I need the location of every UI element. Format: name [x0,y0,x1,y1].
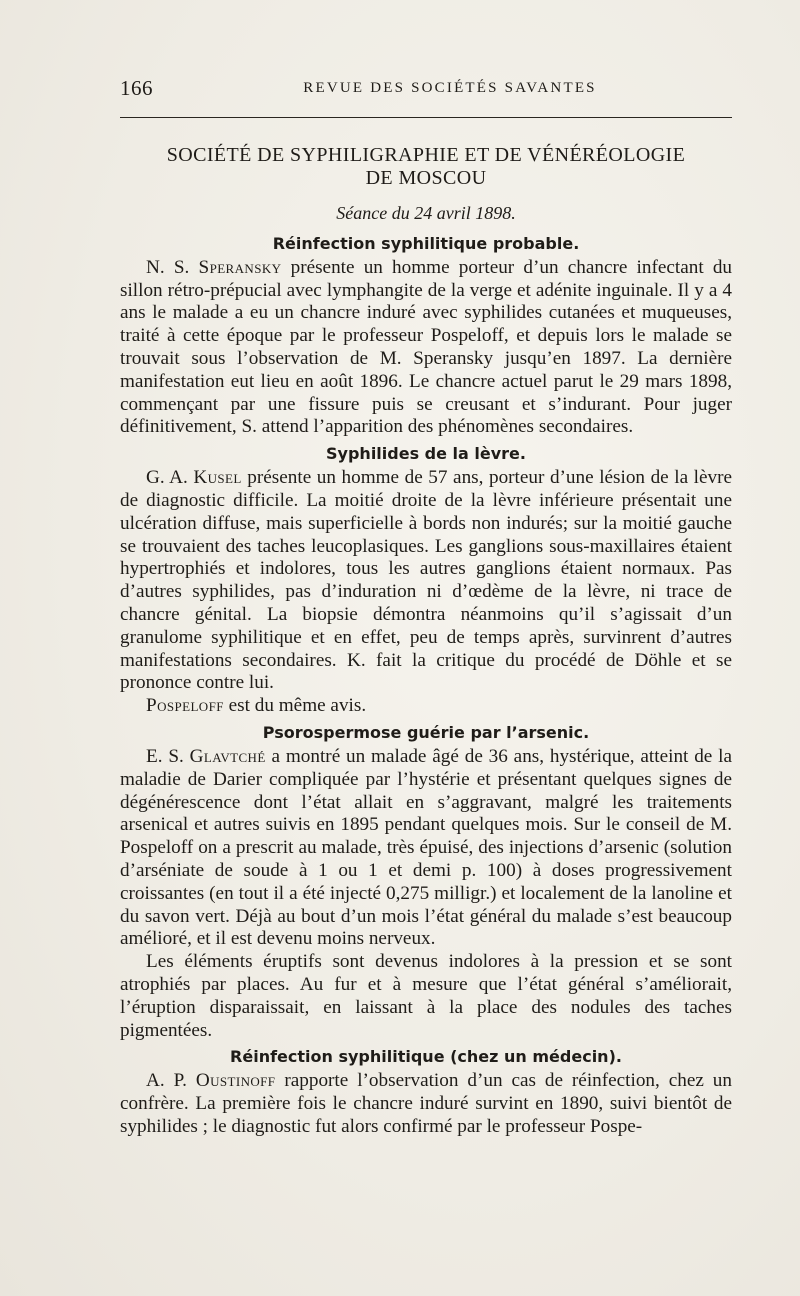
session-date: Séance du 24 avril 1898. [336,203,516,223]
paragraph-text: présente un homme porteur d’un chancre infectant du sillon rétro-prépucial avec lymphangite de la verge et adénite inguinale. Il y a 4 ans le malade a eu un chancre induré avec syphilides cutanées et muqueuses, traité à cette époque par le professeur Pospeloff, et depuis lors le malade se trouvait sous l’observation de M. Speransky jusqu’en 1897. La dernière manifestation eut lieu en août 1896. Le chancre actuel parut le 29 mars 1898, commençant par une fissure puis se creusant et s’indurant. Pour juger définitivement, S. attend l’apparition des phénomènes secondaires. [120,256,733,438]
author-initials: G. A. [146,467,188,489]
paragraph [120,257,732,439]
running-title: REVUE DES SOCIÉTÉS SAVANTES [303,80,597,96]
society-title [120,144,732,190]
paragraph [120,467,732,695]
author-name: Kusel [193,467,242,489]
section-heading: Syphilides de la lèvre. [326,444,526,464]
paragraph [120,951,732,1042]
section-heading: Réinfection syphilitique (chez un médecin). [230,1047,622,1067]
page-header [120,74,732,104]
paragraph [120,746,732,951]
author-name: Pospeloff [146,695,224,717]
author-initials: A. P. [146,1070,187,1092]
author-name: Glavtché [189,745,266,767]
paragraph [120,695,732,718]
paragraph [120,1070,732,1138]
header-rule [120,117,732,118]
paragraph-text: Les éléments éruptifs sont devenus indolores à la pression et se sont atrophiés par places. Au fur et à mesure que l’état général s’améliorait, l’éruption disparaissait, en laissant à la place des nodules des taches pigmentées. [120,951,732,1041]
author-initials: N. S. [146,256,190,278]
paragraph-text: présente un homme de 57 ans, porteur d’une lésion de la lèvre de diagnostic difficile. La moitié droite de la lèvre inférieure présentait une ulcération diffuse, mais superficielle à bords non indurés; sur la moitié gauche se trouvaient des taches leucoplasiques. Les ganglions sous-maxillaires étaient hypertrophiés et indolores, tous les autres ganglions étaient normaux. Pas d’autres syphilides, pas d’induration ni d’œdème de la lèvre, ni trace de chancre génital. La biopsie démontra néanmoins qu’il s’agissait d’un granulome syphilitique et en effet, peu de temps après, survinrent d’autres manifestations secondaires. K. fait la critique du procédé de Döhle et se prononce contre lui. [120,467,733,694]
paragraph-text: rapporte l’observation d’un cas de réinfection, chez un confrère. La première fois le chancre induré survint en 1890, suivi bientôt de syphilides ; le diagnostic fut alors confirmé par le professeur Pospe- [120,1070,732,1137]
article-body [120,140,732,1139]
paragraph-text: a montré un malade âgé de 36 ans, hystérique, atteint de la maladie de Darier compliquée par l’hystérie et présentant quelques signes de dégénérescence dont l’état allait en s’aggravant, malgré les traitements arsenical et autres suivis en 1895 pendant quelques mois. Sur le conseil de M. Pospeloff on a prescrit au malade, très épuisé, des injections d’arsenic (solution d’arséniate de soude à 1 ou 1 et demi p. 100) à doses progressivement croissantes (en tout il a été injecté 0,275 milligr.) et localement de la lanoline et du savon vert. Déjà au bout d’un mois l’état général du malade s’est beaucoup amélioré, et il est devenu moins nerveux. [120,745,732,950]
society-title-line-2: DE MOSCOU [365,167,487,189]
page-number: 166 [120,76,153,100]
section-heading: Réinfection syphilitique probable. [272,233,580,253]
paragraph-text: est du même avis. [228,695,367,717]
author-name: Speransky [198,256,282,278]
section-heading: Psorospermose guérie par l’arsenic. [262,722,590,742]
society-title-line-1: SOCIÉTÉ DE SYPHILIGRAPHIE ET DE VÉNÉRÉOLOGIE [166,144,686,166]
author-name: Oustinoff [195,1070,276,1092]
author-initials: E. S. [146,745,184,767]
